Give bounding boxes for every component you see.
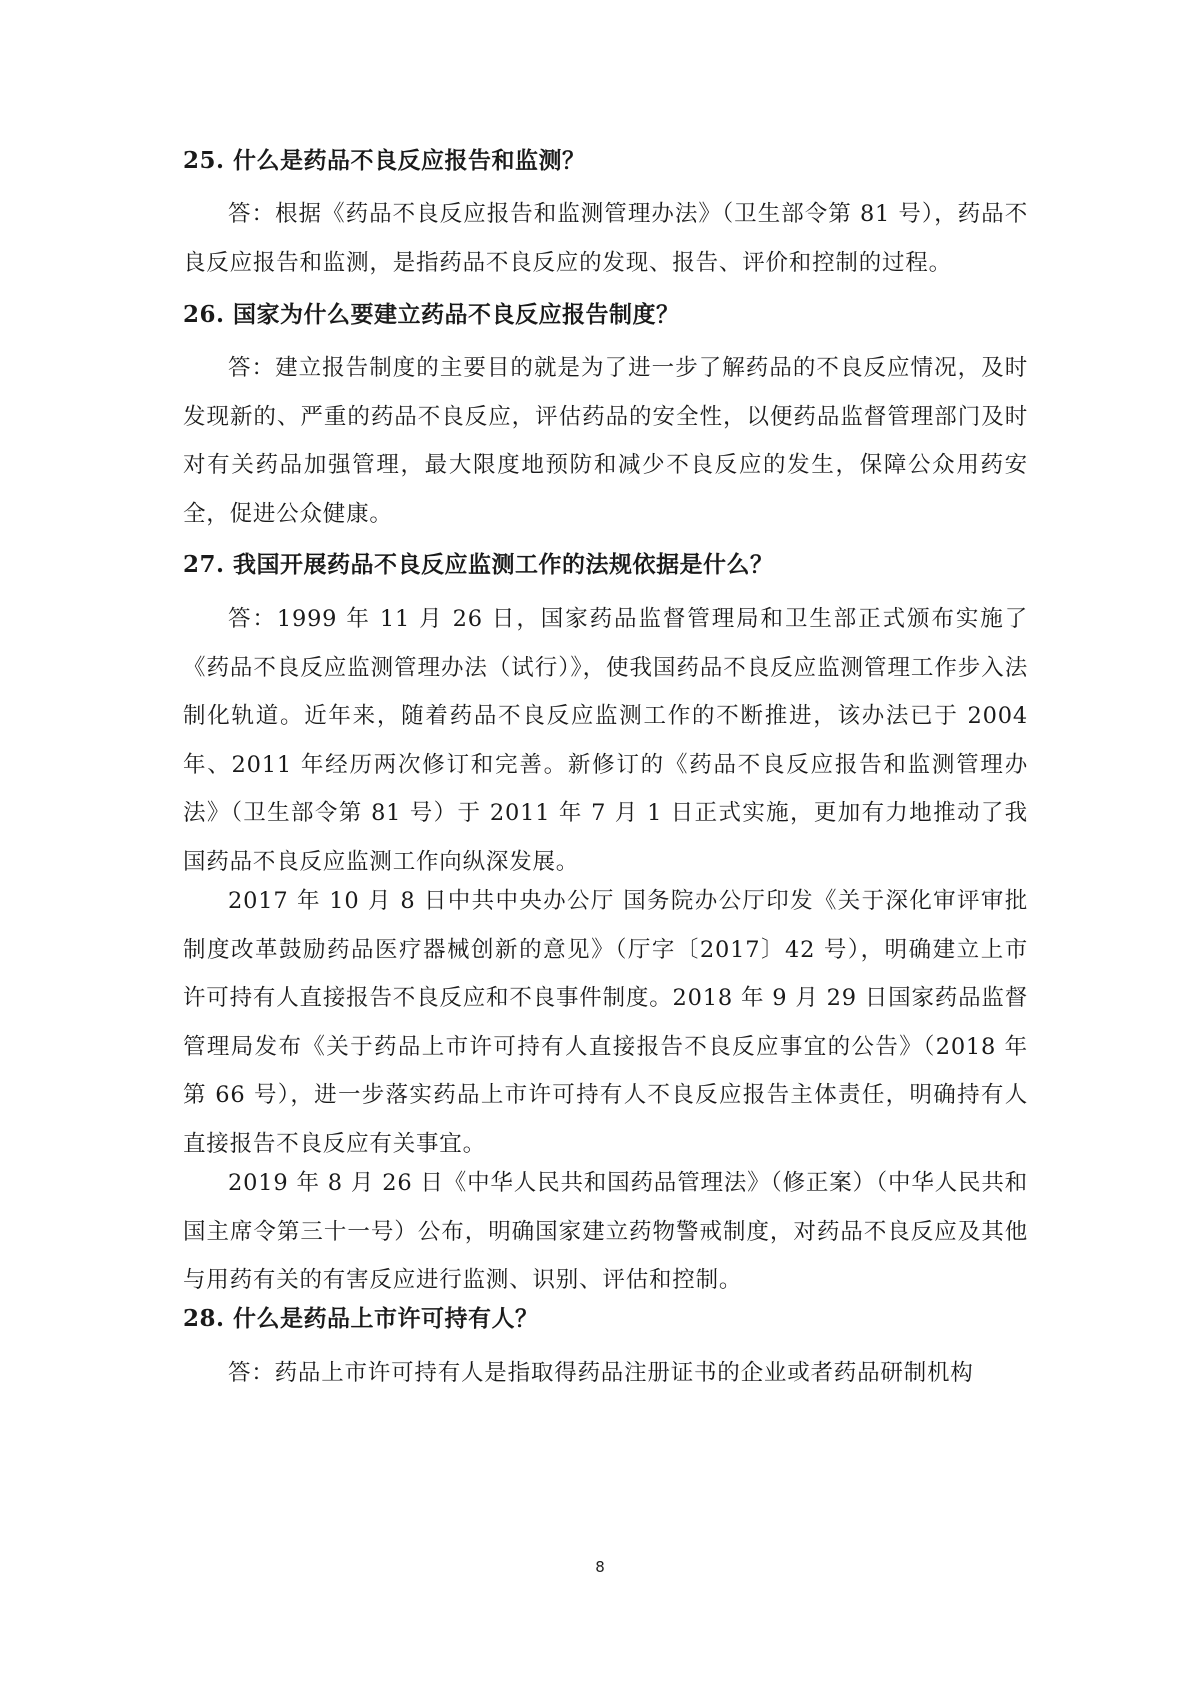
question-heading-27: 27. 我国开展药品不良反应监测工作的法规依据是什么？ <box>183 551 774 578</box>
answer-paragraph-28-1: 答：药品上市许可持有人是指取得药品注册证书的企业或者药品研制机构 <box>228 1360 974 1386</box>
answer-paragraph-26-1: 答：建立报告制度的主要目的就是为了进一步了解药品的不良反应情况，及时发现新的、严重的药品不良反应，评估药品的安全性，以便药品监督管理部门及时对有关药品加强管理，最大限度地预防和减少不良反应的发生，保障公众用药安全，促进公众健康。 <box>183 355 1028 527</box>
answer-paragraph-25-1: 答：根据《药品不良反应报告和监测管理办法》（卫生部令第 81 号），药品不良反应报告和监测，是指药品不良反应的发现、报告、评价和控制的过程。 <box>183 201 1028 276</box>
question-heading-25: 25. 什么是药品不良反应报告和监测？ <box>183 147 586 174</box>
answer-paragraph-27-3: 2019 年 8 月 26 日《中华人民共和国药品管理法》（修正案）（中华人民共和国主席令第三十一号）公布，明确国家建立药物警戒制度，对药品不良反应及其他与用药有关的有害反应进行监测、识别、评估和控制。 <box>183 1170 1028 1293</box>
question-heading-28: 28. 什么是药品上市许可持有人？ <box>183 1305 539 1332</box>
page-number: 8 <box>595 1558 605 1576</box>
question-heading-26: 26. 国家为什么要建立药品不良反应报告制度？ <box>183 301 680 328</box>
answer-paragraph-27-1: 答：1999 年 11 月 26 日，国家药品监督管理局和卫生部正式颁布实施了《药品不良反应监测管理办法（试行）》，使我国药品不良反应监测管理工作步入法制化轨道。近年来，随着药品不良反应监测工作的不断推进，该办法已于 2004 年、2011 年经历两次修订和完善。新修订的《药品不良反应报告和监测管理办法》（卫生部令第 81 号）于 2011 年 7 月 1 日正式实施，更加有力地推动了我国药品不良反应监测工作向纵深发展。 <box>183 606 1028 875</box>
answer-paragraph-27-2: 2017 年 10 月 8 日中共中央办公厅 国务院办公厅印发《关于深化审评审批制度改革鼓励药品医疗器械创新的意见》（厅字〔2017〕42 号），明确建立上市许可持有人直接报告不良反应和不良事件制度。2018 年 9 月 29 日国家药品监督管理局发布《关于药品上市许可持有人直接报告不良反应事宜的公告》（2018 年第 66 号），进一步落实药品上市许可持有人不良反应报告主体责任，明确持有人直接报告不良反应有关事宜。 <box>183 888 1028 1157</box>
